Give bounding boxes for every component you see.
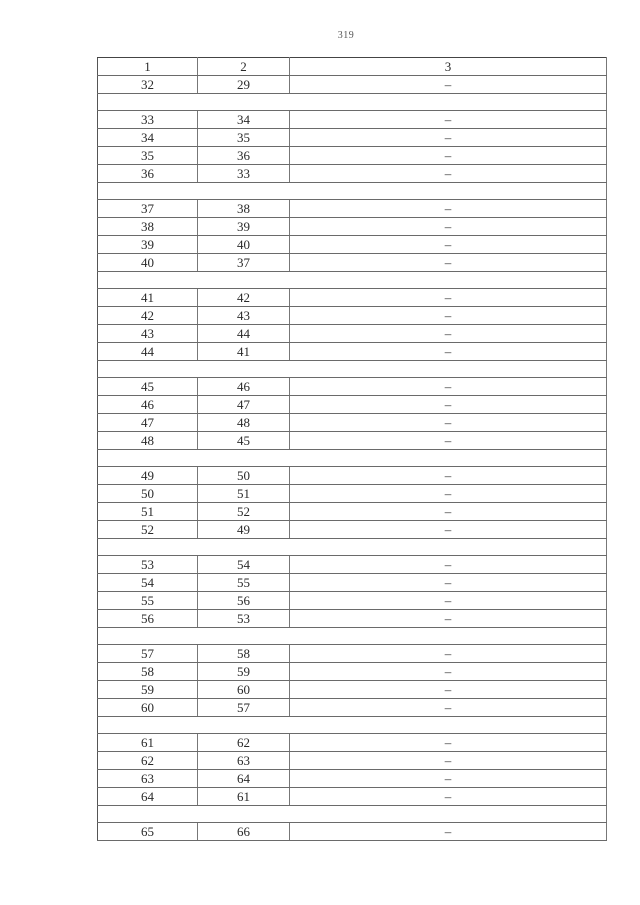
table-row: [98, 343, 607, 361]
cell-col-1: 61: [98, 734, 198, 752]
cell-col-3: –: [290, 663, 607, 681]
cell-col-1: 34: [98, 129, 198, 147]
cell-col-2: 55: [198, 574, 290, 592]
cell-col-3: –: [290, 165, 607, 183]
cell-col-2: 59: [198, 663, 290, 681]
table-row: [98, 289, 607, 307]
table-row: [98, 734, 607, 752]
cell-col-1: 49: [98, 467, 198, 485]
cell-col-1: 33: [98, 111, 198, 129]
cell-col-3: –: [290, 76, 607, 94]
spacer-cell: [98, 94, 607, 111]
data-table: [97, 57, 607, 841]
spacer-row: [98, 94, 607, 111]
cell-col-3: –: [290, 111, 607, 129]
spacer-row: [98, 539, 607, 556]
column-header-2: 2: [198, 58, 290, 76]
cell-col-1: 58: [98, 663, 198, 681]
cell-col-3: –: [290, 467, 607, 485]
cell-col-3: –: [290, 289, 607, 307]
cell-col-2: 37: [198, 254, 290, 272]
cell-col-2: 40: [198, 236, 290, 254]
cell-col-1: 57: [98, 645, 198, 663]
cell-col-3: –: [290, 770, 607, 788]
spacer-cell: [98, 539, 607, 556]
cell-col-2: 41: [198, 343, 290, 361]
table-row: [98, 76, 607, 94]
cell-col-1: 52: [98, 521, 198, 539]
spacer-row: [98, 628, 607, 645]
cell-col-2: 57: [198, 699, 290, 717]
cell-col-2: 34: [198, 111, 290, 129]
cell-col-1: 32: [98, 76, 198, 94]
cell-col-3: –: [290, 752, 607, 770]
column-header-3: 3: [290, 58, 607, 76]
cell-col-1: 64: [98, 788, 198, 806]
cell-col-2: 39: [198, 218, 290, 236]
cell-col-2: 49: [198, 521, 290, 539]
cell-col-1: 62: [98, 752, 198, 770]
table-row: [98, 432, 607, 450]
cell-col-3: –: [290, 200, 607, 218]
cell-col-1: 50: [98, 485, 198, 503]
cell-col-2: 38: [198, 200, 290, 218]
table-row: [98, 111, 607, 129]
cell-col-1: 53: [98, 556, 198, 574]
cell-col-3: –: [290, 343, 607, 361]
table-row: [98, 752, 607, 770]
cell-col-3: –: [290, 307, 607, 325]
cell-col-1: 43: [98, 325, 198, 343]
cell-col-1: 59: [98, 681, 198, 699]
cell-col-3: –: [290, 610, 607, 628]
table-row: [98, 325, 607, 343]
page-number: 319: [337, 30, 355, 41]
table-row: [98, 574, 607, 592]
cell-col-3: –: [290, 788, 607, 806]
cell-col-1: 38: [98, 218, 198, 236]
spacer-cell: [98, 272, 607, 289]
table-row: [98, 396, 607, 414]
cell-col-3: –: [290, 147, 607, 165]
spacer-cell: [98, 183, 607, 200]
spacer-row: [98, 450, 607, 467]
table-row: [98, 378, 607, 396]
cell-col-2: 43: [198, 307, 290, 325]
cell-col-2: 64: [198, 770, 290, 788]
cell-col-1: 47: [98, 414, 198, 432]
cell-col-2: 36: [198, 147, 290, 165]
cell-col-2: 29: [198, 76, 290, 94]
table-row: [98, 414, 607, 432]
cell-col-3: –: [290, 378, 607, 396]
spacer-row: [98, 183, 607, 200]
cell-col-1: 45: [98, 378, 198, 396]
cell-col-1: 36: [98, 165, 198, 183]
cell-col-2: 46: [198, 378, 290, 396]
table-row: [98, 165, 607, 183]
table-row: [98, 610, 607, 628]
table-row: [98, 823, 607, 841]
spacer-row: [98, 717, 607, 734]
cell-col-3: –: [290, 592, 607, 610]
cell-col-3: –: [290, 734, 607, 752]
cell-col-1: 37: [98, 200, 198, 218]
spacer-cell: [98, 361, 607, 378]
table-row: [98, 485, 607, 503]
cell-col-2: 63: [198, 752, 290, 770]
cell-col-3: –: [290, 503, 607, 521]
header-row: [98, 58, 607, 76]
cell-col-3: –: [290, 325, 607, 343]
table-row: [98, 770, 607, 788]
table-row: [98, 556, 607, 574]
cell-col-3: –: [290, 396, 607, 414]
cell-col-1: 44: [98, 343, 198, 361]
cell-col-1: 63: [98, 770, 198, 788]
cell-col-2: 62: [198, 734, 290, 752]
cell-col-2: 44: [198, 325, 290, 343]
table-row: [98, 254, 607, 272]
cell-col-1: 60: [98, 699, 198, 717]
cell-col-3: –: [290, 414, 607, 432]
cell-col-1: 65: [98, 823, 198, 841]
table-row: [98, 467, 607, 485]
table-row: [98, 663, 607, 681]
cell-col-1: 39: [98, 236, 198, 254]
spacer-cell: [98, 450, 607, 467]
cell-col-1: 55: [98, 592, 198, 610]
spacer-row: [98, 272, 607, 289]
cell-col-2: 51: [198, 485, 290, 503]
table-row: [98, 681, 607, 699]
table-body: [98, 76, 607, 841]
cell-col-2: 60: [198, 681, 290, 699]
cell-col-2: 66: [198, 823, 290, 841]
spacer-cell: [98, 806, 607, 823]
table-row: [98, 788, 607, 806]
cell-col-3: –: [290, 236, 607, 254]
table-row: [98, 503, 607, 521]
table-row: [98, 218, 607, 236]
cell-col-1: 41: [98, 289, 198, 307]
cell-col-3: –: [290, 521, 607, 539]
cell-col-3: –: [290, 432, 607, 450]
cell-col-2: 56: [198, 592, 290, 610]
cell-col-2: 53: [198, 610, 290, 628]
table-row: [98, 699, 607, 717]
cell-col-3: –: [290, 556, 607, 574]
cell-col-1: 42: [98, 307, 198, 325]
table-row: [98, 645, 607, 663]
table-header: [98, 58, 607, 76]
cell-col-3: –: [290, 218, 607, 236]
table-row: [98, 200, 607, 218]
cell-col-1: 51: [98, 503, 198, 521]
column-header-1: 1: [98, 58, 198, 76]
cell-col-3: –: [290, 681, 607, 699]
spacer-row: [98, 361, 607, 378]
cell-col-3: –: [290, 574, 607, 592]
table-row: [98, 592, 607, 610]
cell-col-2: 48: [198, 414, 290, 432]
cell-col-3: –: [290, 485, 607, 503]
cell-col-2: 45: [198, 432, 290, 450]
table-row: [98, 147, 607, 165]
cell-col-2: 54: [198, 556, 290, 574]
table-row: [98, 129, 607, 147]
cell-col-2: 42: [198, 289, 290, 307]
cell-col-2: 52: [198, 503, 290, 521]
table-row: [98, 521, 607, 539]
spacer-row: [98, 806, 607, 823]
cell-col-1: 40: [98, 254, 198, 272]
cell-col-3: –: [290, 823, 607, 841]
cell-col-3: –: [290, 129, 607, 147]
cell-col-3: –: [290, 699, 607, 717]
cell-col-2: 58: [198, 645, 290, 663]
cell-col-1: 48: [98, 432, 198, 450]
spacer-cell: [98, 628, 607, 645]
table-row: [98, 307, 607, 325]
cell-col-1: 35: [98, 147, 198, 165]
cell-col-1: 54: [98, 574, 198, 592]
cell-col-2: 47: [198, 396, 290, 414]
cell-col-2: 61: [198, 788, 290, 806]
cell-col-1: 46: [98, 396, 198, 414]
cell-col-2: 33: [198, 165, 290, 183]
cell-col-3: –: [290, 254, 607, 272]
cell-col-2: 50: [198, 467, 290, 485]
table-row: [98, 236, 607, 254]
cell-col-3: –: [290, 645, 607, 663]
cell-col-1: 56: [98, 610, 198, 628]
spacer-cell: [98, 717, 607, 734]
cell-col-2: 35: [198, 129, 290, 147]
